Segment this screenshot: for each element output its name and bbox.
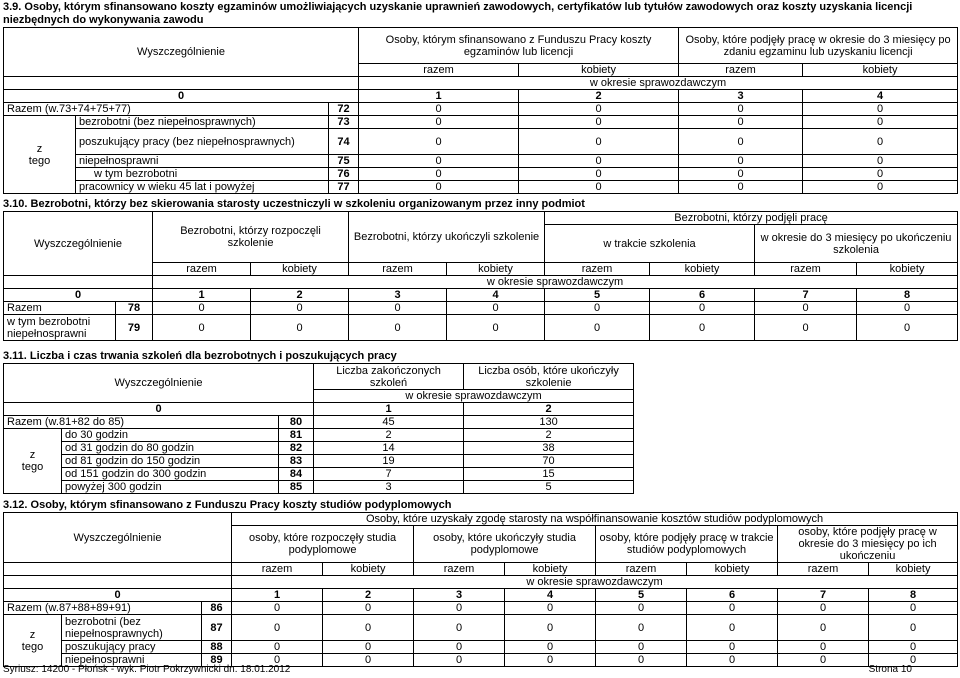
col-number: 0: [4, 403, 314, 416]
cell-value: 38: [464, 442, 634, 455]
table-3-11: [3, 363, 634, 494]
side-label-z: z: [36, 142, 43, 155]
col-header-kobiety: kobiety: [447, 263, 545, 276]
cell-value: 0: [545, 302, 650, 315]
row-label: Razem (w.87+88+89+91): [4, 602, 202, 615]
row-label: niepełnosprawni: [62, 654, 202, 667]
row-label: od 151 godzin do 300 godzin: [62, 468, 279, 481]
table-row: [4, 129, 958, 155]
col-header-razem: razem: [153, 263, 251, 276]
row-number: 86: [202, 602, 232, 615]
table-3-12-header-spec: Wyszczególnienie: [4, 513, 232, 563]
cell-value: 0: [687, 641, 778, 654]
row-label: pracownicy w wieku 45 lat i powyżej: [76, 181, 329, 194]
table-3-10-header-spec: Wyszczególnienie: [4, 212, 153, 276]
col-number: 8: [869, 589, 958, 602]
side-label-z-tego: [4, 429, 62, 494]
cell-value: 0: [755, 315, 857, 341]
cell-value: 0: [505, 654, 596, 667]
col-number: 4: [505, 589, 596, 602]
period-header: w okresie sprawozdawczym: [232, 576, 958, 589]
cell-value: 0: [857, 315, 958, 341]
table-3-12-header-job-after: osoby, które podjęły pracę w okresie do 3 miesięcy po ich ukończeniu: [778, 526, 958, 563]
col-number: 1: [153, 289, 251, 302]
cell-value: 0: [803, 103, 958, 116]
cell-value: 0: [803, 168, 958, 181]
col-number: 3: [349, 289, 447, 302]
section-3-11-title: 3.11. Liczba i czas trwania szkoleń dla bezrobotnych i poszukujących pracy: [3, 350, 397, 362]
cell-value: 0: [232, 615, 323, 641]
row-label: od 81 godzin do 150 godzin: [62, 455, 279, 468]
column-number-row: [4, 589, 958, 602]
row-number: 74: [329, 129, 359, 155]
table-3-11-header-trainings: Liczba zakończonych szkoleń: [314, 364, 464, 390]
cell-value: 0: [232, 602, 323, 615]
cell-value: 0: [519, 155, 679, 168]
table-row: [4, 455, 634, 468]
section-3-12-title: 3.12. Osoby, którym sfinansowano z Funduszu Pracy koszty studiów podyplomowych: [3, 499, 452, 511]
row-label: poszukujący pracy (bez niepełnosprawnych): [76, 129, 329, 155]
table-row: [4, 602, 958, 615]
side-label-tego: tego: [28, 154, 51, 167]
footer-page-number: Strona 10: [868, 664, 912, 675]
col-header-razem: razem: [349, 263, 447, 276]
row-number: 84: [279, 468, 314, 481]
col-header-kobiety: kobiety: [869, 563, 958, 576]
cell-value: 130: [464, 416, 634, 429]
table-row: [4, 442, 634, 455]
col-header-kobiety: kobiety: [519, 64, 679, 77]
table-row: [4, 116, 958, 129]
row-label: bezrobotni (bez niepełnosprawnych): [62, 615, 202, 641]
col-header-kobiety: kobiety: [857, 263, 958, 276]
cell-value: 0: [519, 168, 679, 181]
cell-value: 0: [251, 315, 349, 341]
cell-value: 2: [314, 429, 464, 442]
cell-value: 0: [359, 168, 519, 181]
col-number: 6: [650, 289, 755, 302]
cell-value: 0: [153, 302, 251, 315]
table-row: [4, 103, 958, 116]
col-number: 3: [679, 90, 803, 103]
cell-value: 45: [314, 416, 464, 429]
section-3-9-title-line1: 3.9. Osoby, którym sfinansowano koszty egzaminów umożliwiających uzyskanie uprawnień zawodowych, certyfikatów lub tytułów zawodowych oraz koszty uzyskania licencji: [3, 1, 913, 13]
side-label-z-tego: [4, 116, 76, 194]
cell-value: 0: [359, 181, 519, 194]
row-number: 73: [329, 116, 359, 129]
col-header-kobiety: kobiety: [650, 263, 755, 276]
cell-value: 0: [519, 116, 679, 129]
cell-value: 0: [679, 103, 803, 116]
table-row: [4, 481, 634, 494]
cell-value: 7: [314, 468, 464, 481]
col-number: 4: [447, 289, 545, 302]
cell-value: 0: [778, 602, 869, 615]
cell-value: 0: [869, 654, 958, 667]
cell-value: 0: [545, 315, 650, 341]
cell-value: 14: [314, 442, 464, 455]
col-number: 1: [314, 403, 464, 416]
row-label: powyżej 300 godzin: [62, 481, 279, 494]
cell-value: 0: [505, 602, 596, 615]
cell-value: 0: [755, 302, 857, 315]
side-label-z-tego: [4, 615, 62, 667]
row-number: 81: [279, 429, 314, 442]
period-header: w okresie sprawozdawczym: [359, 77, 958, 90]
col-number: 1: [359, 90, 519, 103]
table-row: [4, 416, 634, 429]
col-header-razem: razem: [778, 563, 869, 576]
cell-value: 19: [314, 455, 464, 468]
cell-value: 0: [596, 615, 687, 641]
table-3-10-header-started: Bezrobotni, którzy rozpoczęli szkolenie: [153, 212, 349, 263]
section-3-9-title: [3, 1, 912, 27]
col-number: 6: [687, 589, 778, 602]
column-number-row: [4, 90, 958, 103]
table-row: [4, 181, 958, 194]
cell-value: 0: [519, 129, 679, 155]
side-label-z: z: [29, 449, 36, 461]
table-3-12: [3, 512, 958, 667]
row-number: 75: [329, 155, 359, 168]
cell-value: 0: [650, 315, 755, 341]
cell-value: 0: [414, 641, 505, 654]
cell-value: 2: [464, 429, 634, 442]
cell-value: 0: [359, 103, 519, 116]
row-number: 89: [202, 654, 232, 667]
table-3-12-header-top: Osoby, które uzyskały zgodę starosty na współfinansowanie kosztów studiów podyplomowych: [232, 513, 958, 526]
cell-value: 0: [687, 654, 778, 667]
cell-value: 0: [650, 302, 755, 315]
cell-value: 0: [857, 302, 958, 315]
cell-value: 0: [679, 155, 803, 168]
period-header: w okresie sprawozdawczym: [314, 390, 634, 403]
cell-value: 0: [414, 654, 505, 667]
cell-value: 0: [679, 168, 803, 181]
cell-value: 0: [447, 315, 545, 341]
cell-value: 0: [596, 641, 687, 654]
col-number: 2: [519, 90, 679, 103]
footer-source: Syriusz: 14200 - Płońsk - wyk. Piotr Pokrzywnicki dn. 18.01.2012: [3, 664, 291, 675]
cell-value: 0: [232, 654, 323, 667]
cell-value: 0: [153, 315, 251, 341]
table-3-12-header-finished: osoby, które ukończyły studia podyplomowe: [414, 526, 596, 563]
cell-value: 0: [778, 641, 869, 654]
cell-value: 0: [232, 641, 323, 654]
col-number: 0: [4, 90, 359, 103]
cell-value: 0: [869, 602, 958, 615]
cell-value: 0: [778, 654, 869, 667]
cell-value: 0: [803, 129, 958, 155]
table-row: [4, 315, 958, 341]
col-number: 4: [803, 90, 958, 103]
col-header-razem: razem: [596, 563, 687, 576]
column-number-row: [4, 403, 634, 416]
cell-value: 0: [596, 602, 687, 615]
cell-value: 0: [803, 116, 958, 129]
cell-value: 0: [869, 615, 958, 641]
cell-value: 0: [596, 654, 687, 667]
cell-value: 0: [251, 302, 349, 315]
table-row: [4, 155, 958, 168]
cell-value: 3: [314, 481, 464, 494]
row-label: w tym bezrobotni: [76, 168, 329, 181]
row-label: niepełnosprawni: [76, 155, 329, 168]
row-number: 72: [329, 103, 359, 116]
cell-value: 0: [679, 116, 803, 129]
cell-value: 0: [414, 602, 505, 615]
cell-value: 0: [505, 615, 596, 641]
cell-value: 0: [679, 129, 803, 155]
table-row: [4, 615, 958, 641]
table-row: [4, 641, 958, 654]
col-number: 3: [414, 589, 505, 602]
table-3-11-header-spec: Wyszczególnienie: [4, 364, 314, 403]
row-number: 83: [279, 455, 314, 468]
table-3-10-header-job: Bezrobotni, którzy podjęli pracę: [545, 212, 958, 225]
col-header-razem: razem: [359, 64, 519, 77]
row-label: poszukujący pracy: [62, 641, 202, 654]
cell-value: 0: [679, 181, 803, 194]
table-3-10-header-finished: Bezrobotni, którzy ukończyli szkolenie: [349, 212, 545, 263]
col-number: 2: [464, 403, 634, 416]
table-row: [4, 468, 634, 481]
col-header-kobiety: kobiety: [687, 563, 778, 576]
col-header-kobiety: kobiety: [323, 563, 414, 576]
row-number: 82: [279, 442, 314, 455]
cell-value: 0: [447, 302, 545, 315]
table-3-10-header-after: w okresie do 3 miesięcy po ukończeniu szkolenia: [755, 225, 958, 263]
col-header-razem: razem: [755, 263, 857, 276]
col-header-kobiety: kobiety: [803, 64, 958, 77]
cell-value: 0: [349, 315, 447, 341]
col-header-razem: razem: [414, 563, 505, 576]
cell-value: 0: [505, 641, 596, 654]
cell-value: 5: [464, 481, 634, 494]
section-3-9-title-line2: niezbędnych do wykonywania zawodu: [3, 14, 204, 26]
col-number: 2: [251, 289, 349, 302]
row-label: Razem (w.73+74+75+77): [4, 103, 329, 116]
row-label: Razem (w.81+82 do 85): [4, 416, 279, 429]
row-label: Razem: [4, 302, 116, 315]
row-number: 87: [202, 615, 232, 641]
table-row: [4, 168, 958, 181]
col-number: 7: [778, 589, 869, 602]
row-label: w tym bezrobotni niepełnosprawni: [4, 315, 116, 341]
table-3-9-header-group2: Osoby, które podjęły pracę w okresie do 3 miesięcy po zdaniu egzaminu lub uzyskaniu licencji: [679, 28, 958, 64]
cell-value: 0: [323, 654, 414, 667]
col-header-kobiety: kobiety: [251, 263, 349, 276]
row-number: 79: [116, 315, 153, 341]
cell-value: 0: [359, 155, 519, 168]
cell-value: 0: [869, 641, 958, 654]
col-header-razem: razem: [545, 263, 650, 276]
row-number: 80: [279, 416, 314, 429]
cell-value: 70: [464, 455, 634, 468]
cell-value: 0: [323, 615, 414, 641]
col-number: 2: [323, 589, 414, 602]
cell-value: 0: [359, 129, 519, 155]
row-number: 85: [279, 481, 314, 494]
row-label: bezrobotni (bez niepełnosprawnych): [76, 116, 329, 129]
cell-value: 0: [519, 181, 679, 194]
cell-value: 0: [803, 155, 958, 168]
col-number: 7: [755, 289, 857, 302]
row-label: do 30 godzin: [62, 429, 279, 442]
row-number: 76: [329, 168, 359, 181]
table-row: [4, 429, 634, 442]
table-3-12-header-started: osoby, które rozpoczęły studia podyplomowe: [232, 526, 414, 563]
row-number: 88: [202, 641, 232, 654]
side-label-tego: tego: [21, 461, 44, 473]
cell-value: 0: [519, 103, 679, 116]
row-label: od 31 godzin do 80 godzin: [62, 442, 279, 455]
col-number: 1: [232, 589, 323, 602]
row-number: 77: [329, 181, 359, 194]
table-3-11-header-persons: Liczba osób, które ukończyły szkolenie: [464, 364, 634, 390]
table-3-9-header-spec: Wyszczególnienie: [4, 28, 359, 77]
table-3-10-header-during: w trakcie szkolenia: [545, 225, 755, 263]
row-number: 78: [116, 302, 153, 315]
col-header-kobiety: kobiety: [505, 563, 596, 576]
cell-value: 0: [323, 602, 414, 615]
col-number: 5: [545, 289, 650, 302]
cell-value: 0: [687, 602, 778, 615]
cell-value: 0: [323, 641, 414, 654]
side-label-z: z: [29, 628, 36, 641]
col-number: 5: [596, 589, 687, 602]
cell-value: 0: [359, 116, 519, 129]
table-3-9: [3, 27, 958, 194]
table-row: [4, 302, 958, 315]
column-number-row: [4, 289, 958, 302]
col-header-razem: razem: [679, 64, 803, 77]
cell-value: 15: [464, 468, 634, 481]
table-3-9-header-group1: Osoby, którym sfinansowano z Funduszu Pracy koszty egzaminów lub licencji: [359, 28, 679, 64]
col-number: 0: [4, 289, 153, 302]
period-header: w okresie sprawozdawczym: [153, 276, 958, 289]
cell-value: 0: [414, 615, 505, 641]
table-3-12-header-job-during: osoby, które podjęły pracę w trakcie studiów podyplomowych: [596, 526, 778, 563]
cell-value: 0: [803, 181, 958, 194]
col-number: 8: [857, 289, 958, 302]
side-label-tego: tego: [21, 640, 44, 653]
col-header-razem: razem: [232, 563, 323, 576]
cell-value: 0: [778, 615, 869, 641]
cell-value: 0: [349, 302, 447, 315]
table-3-10: [3, 211, 958, 341]
col-number: 0: [4, 589, 232, 602]
section-3-10-title: 3.10. Bezrobotni, którzy bez skierowania starosty uczestniczyli w szkoleniu organizowanym przez inny podmiot: [3, 198, 585, 210]
cell-value: 0: [687, 615, 778, 641]
